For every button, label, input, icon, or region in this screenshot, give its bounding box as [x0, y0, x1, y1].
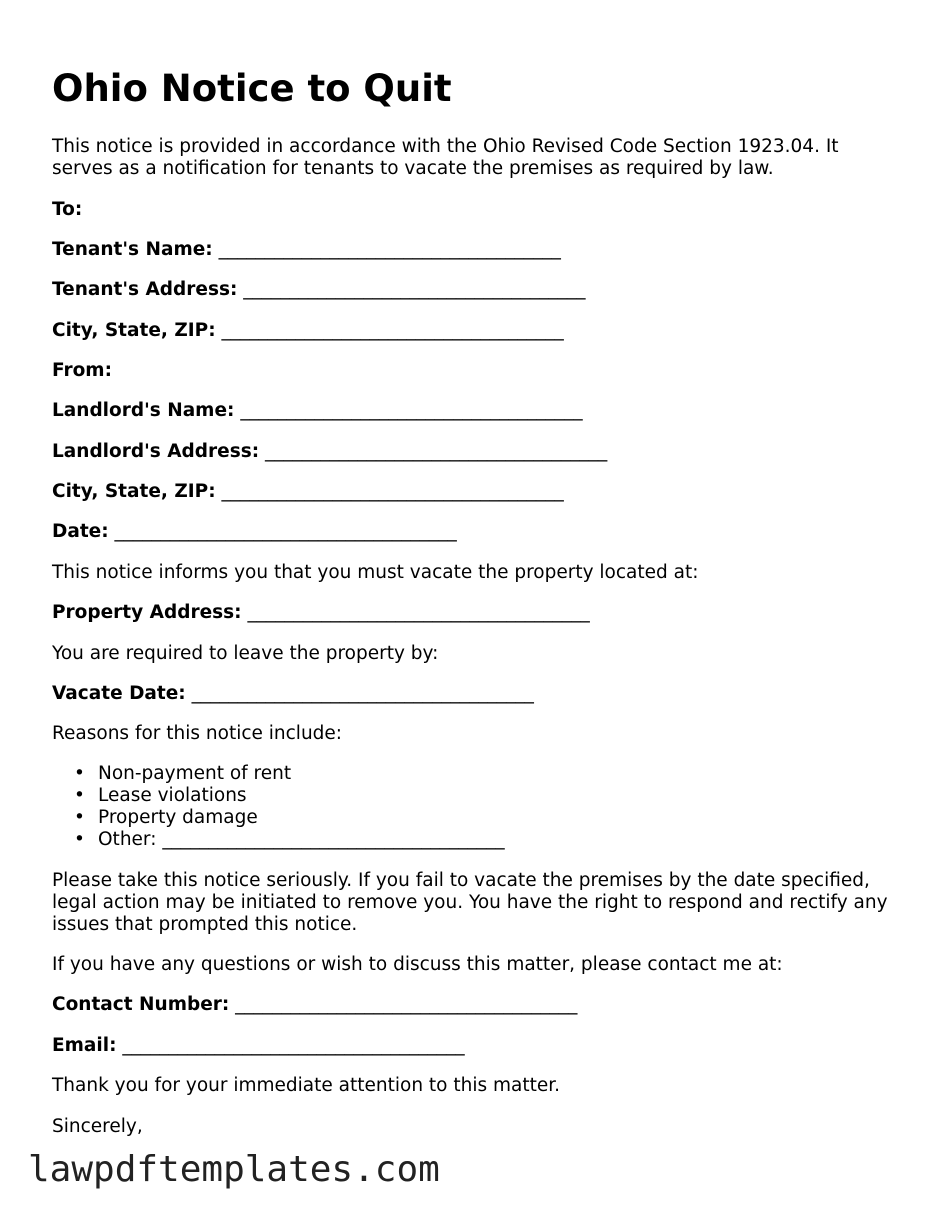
- warning-paragraph: Please take this notice seriously. If you fail to vacate the premises by the date specified, legal action may be initiated to remove you. You have the right to respond and rectify any issues that prompted this notice.: [52, 870, 888, 935]
- tenant-address-blank[interactable]: _____________________________________: [243, 279, 586, 300]
- tenant-name-row: [52, 239, 561, 261]
- vacate-date-blank[interactable]: _____________________________________: [191, 683, 534, 704]
- bullet-icon: •: [74, 829, 85, 850]
- date-label: Date:: [52, 521, 109, 542]
- property-address-blank[interactable]: _____________________________________: [247, 602, 590, 623]
- inform-text: This notice informs you that you must vacate the property located at:: [52, 562, 699, 583]
- reason-text: Non-payment of rent: [98, 763, 292, 784]
- email-row: [52, 1035, 465, 1057]
- property-address-row: [52, 602, 590, 624]
- bullet-icon: •: [74, 785, 85, 806]
- list-item: [74, 829, 505, 851]
- landlord-address-row: [52, 441, 607, 463]
- landlord-address-blank[interactable]: _____________________________________: [265, 441, 608, 462]
- to-section-label: [52, 199, 82, 221]
- tenant-city-label: City, State, ZIP:: [52, 320, 216, 341]
- vacate-date-label: Vacate Date:: [52, 683, 186, 704]
- email-blank[interactable]: _____________________________________: [122, 1035, 465, 1056]
- from-section-label: [52, 360, 112, 382]
- email-label: Email:: [52, 1035, 117, 1056]
- reason-text: Property damage: [98, 807, 258, 828]
- landlord-name-label: Landlord's Name:: [52, 400, 235, 421]
- vacate-date-row: [52, 683, 534, 705]
- to-label: To:: [52, 199, 83, 220]
- contact-number-blank[interactable]: _____________________________________: [235, 994, 578, 1015]
- tenant-name-label: Tenant's Name:: [52, 239, 213, 260]
- tenant-city-blank[interactable]: _____________________________________: [221, 320, 564, 341]
- tenant-city-row: [52, 320, 564, 342]
- intro-paragraph: This notice is provided in accordance with the Ohio Revised Code Section 1923.04. It serves as a notification for tenants to vacate the premises as required by law.: [52, 136, 839, 179]
- contact-number-label: Contact Number:: [52, 994, 230, 1015]
- list-item: [74, 807, 505, 829]
- tenant-address-label: Tenant's Address:: [52, 279, 238, 300]
- closing-text: Sincerely,: [52, 1116, 143, 1137]
- landlord-address-label: Landlord's Address:: [52, 441, 260, 462]
- reason-text: Other:: [98, 829, 157, 850]
- bullet-icon: •: [74, 807, 85, 828]
- bullet-icon: •: [74, 763, 85, 784]
- landlord-city-label: City, State, ZIP:: [52, 481, 216, 502]
- property-address-label: Property Address:: [52, 602, 242, 623]
- from-label: From:: [52, 360, 112, 381]
- date-blank[interactable]: _____________________________________: [114, 521, 457, 542]
- tenant-name-blank[interactable]: _____________________________________: [218, 239, 561, 260]
- page-title: Ohio Notice to Quit: [52, 67, 452, 110]
- other-reason-blank[interactable]: _____________________________________: [162, 829, 505, 850]
- thanks-text: Thank you for your immediate attention to this matter.: [52, 1075, 561, 1096]
- reasons-intro: Reasons for this notice include:: [52, 723, 343, 744]
- list-item: [74, 785, 505, 807]
- contact-text: If you have any questions or wish to discuss this matter, please contact me at:: [52, 954, 783, 975]
- date-row: [52, 521, 457, 543]
- reason-text: Lease violations: [98, 785, 247, 806]
- landlord-name-blank[interactable]: _____________________________________: [240, 400, 583, 421]
- leave-text: You are required to leave the property by:: [52, 643, 439, 664]
- reasons-list: [52, 763, 505, 851]
- list-item: [74, 763, 505, 785]
- tenant-address-row: [52, 279, 586, 301]
- landlord-city-row: [52, 481, 564, 503]
- watermark: lawpdftemplates.com: [28, 1149, 440, 1190]
- landlord-name-row: [52, 400, 583, 422]
- landlord-city-blank[interactable]: _____________________________________: [221, 481, 564, 502]
- contact-number-row: [52, 994, 577, 1016]
